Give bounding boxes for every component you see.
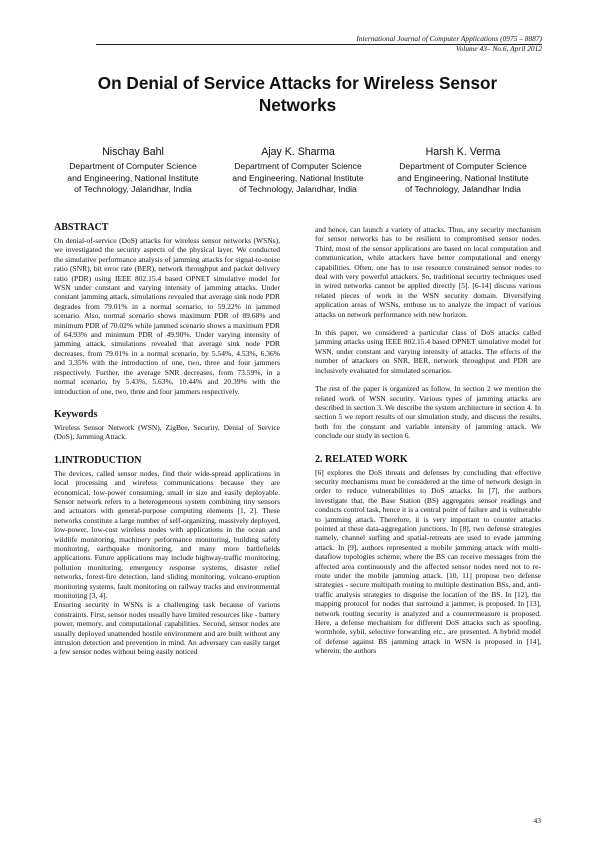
related-work-text: [6] explores the DoS threats and defenses by concluding that effective security mechanisms must be considered at the time of network design in order to reduce vulnerabilities to DoS attacks. In [7], the authors investigate that, the Base Station (BS) aggregates sensor readings and conducts control task, hence it is a central point of failure and is vulnerable to jamming attack. Therefore, it is very important to counter attacks pointed at these data-aggregation junctions. In [8], two defense strategies namely, channel surfing and spatial-retreats are used to evade jamming attack. In [9], authors represented a mobile jamming attack with multi-dataflow topologies scheme, where the BS can receive messages from the affected area continuously and the affected sensor nodes need not to re-route under the mobile jamming attack. [10, 11] propose two defense strategies - secure multipath routing to multiple destination BSs, and, anti-traffic analysis strategies to disguise the location of the BS. In [12], the mapping protocol for nodes that surround a jammer, is proposed. In [13], network routing security is analyzed and a countermeasure is proposed. Here, a defense mechanism for different DoS attacks such as spoofing, wormhole, sybil, selective forwarding etc., are presented. A hybrid model of defense against BS jamming attack in WSN is proposed in [14], wherein; the authors — [315, 467, 541, 656]
author-affiliation: Department of Computer Science and Engineering, National Institute of Technology, Jalandhar, India — [232, 161, 364, 195]
body-paragraph-2: In this paper, we considered a particular class of DoS attacks called jamming attacks using IEEE 802.15.4 based OPNET simulative model for WSN, under constant and varying intensity of attacks. The effects of the number of attackers on SNR, BER, network throughput and PDR are inclusively evaluated for simulated scenarios. — [315, 328, 541, 375]
author-2 — [218, 146, 378, 196]
header-rule — [96, 44, 542, 45]
introduction-paragraph-2: Ensuring security in WSNs is a challenging task because of various constraints. First, sensor nodes usually have limited resources like - battery power, memory, and computational capabilities. Second, sensor nodes are usually deployed unattended hostile environment and are built without any intrusion detection and prevention in mind. An adversary can easily target a few sensor nodes without being easily noticed — [54, 600, 280, 657]
author-block — [53, 146, 543, 196]
journal-volume: Volume 43– No.6, April 2012 — [455, 44, 542, 53]
right-column — [315, 225, 541, 656]
keywords-heading: Keywords — [54, 408, 98, 420]
introduction-heading: 1.INTRODUCTION — [54, 454, 142, 466]
page-number: 43 — [533, 816, 541, 825]
author-1 — [53, 146, 213, 196]
keywords-text: Wireless Sensor Network (WSN), ZigBee, Security, Denial of Service (DoS), Jamming Attack. — [54, 422, 280, 442]
author-affiliation: Department of Computer Science and Engineering, National Institute of Technology, Jalandhar India — [397, 161, 529, 195]
author-3 — [383, 146, 543, 196]
left-column — [54, 222, 280, 657]
author-affiliation: Department of Computer Science and Engineering, National Institute of Technology, Jalandhar, India — [67, 161, 199, 195]
journal-name: International Journal of Computer Applications (0975 – 8887) — [356, 34, 542, 43]
author-name: Harsh K. Verma — [425, 146, 501, 158]
body-paragraph-1: and hence, can launch a variety of attacks. Thus, any security mechanism for sensor networks has to be resilient to compromised sensor nodes. Third, most of the sensor applications are based on local computation and communication, while attackers have better computational and energy capabilities. Often, one has to use resource constrained sensor nodes to deal with very powerful attackers. So, traditional security techniques used in wired networks cannot be applied directly [5]. [6-14] discuss various related pieces of work in the WSN security domain. Diversifying application areas of WSNs, enthuse us to analyze the impact of various attacks on network performance with new horizon. — [315, 225, 541, 319]
introduction-paragraph-1: The devices, called sensor nodes, find their wide-spread applications in local processing and wireless communications because they are economical, low-power consuming, small in size and easily deployable. Sensor network refers to a heterogeneous system combining tiny sensors and actuators with general-purpose computing elements [1, 2]. These networks constitute a large number of self-organizing, massively deployed, low-power, low-cost wireless nodes with applications in the ocean and wildlife monitoring, machinery performance monitoring, building safety monitoring, earthquake monitoring, and many more battlefields applications. Future applications may include highway-traffic monitoring, pollution monitoring, emergency response systems, disaster relief networks, forest-fire detection, land sliding monitoring, volcano-eruption monitoring systems, fault monitoring on railway tracks and environmental monitoring [3, 4]. — [54, 468, 280, 600]
author-name: Ajay K. Sharma — [261, 146, 335, 158]
body-paragraph-3: The rest of the paper is organized as follow. In section 2 we mention the related work of WSN security. Various types of jamming attacks are described in section 3. We describe the system architecture in section 4. In section 5 we report results of our simulation study, and discuss the results, both for the constant and variable intensity of jamming attack. We conclude our study in section 6. — [315, 384, 541, 441]
abstract-heading: ABSTRACT — [54, 222, 109, 233]
journal-header — [356, 34, 542, 54]
paper-title: On Denial of Service Attacks for Wireless Sensor Networks — [97, 73, 498, 115]
author-name: Nischay Bahl — [102, 146, 164, 158]
abstract-text: On denial-of-service (DoS) attacks for wireless sensor networks (WSNs), we investigated the security aspects of the physical layer. We conducted the simulative performance analysis of jamming attacks for signal-to-noise ratio (SNR), bit error rate (BER), network throughput and packet delivery ratio (PDR) using IEEE 802.15.4 based OPNET simulative model for WSN under constant and varying intensity of jamming attacks. Under constant jamming attack, simulations revealed that average sink node PDR degrades from 79.01% in a normal scenario, to 59.22% in jammed scenario. Also, normal scenario shows maximum PDR of 89.68% and minimum PDR of 70.02% while jammed scenario shows a maximum PDR of 64.93% and minimum PDR of 49.90%. Under varying intensity of jamming attack, simulations revealed that average sink node PDR decreases, from 79.01% in a normal scenario, by 5.54%, 4.53%, 6.36% and 3.35% with the introduction of one, two, three and four jammers respectively. Further, the average SNR decreases, from 73.59%, in a normal scenario, by 5.43%, 5.63%, 10.44% and 20.39% with the introduction of one, two, three and four jammers respectively. — [54, 236, 280, 396]
related-work-heading: 2. RELATED WORK — [315, 453, 408, 465]
